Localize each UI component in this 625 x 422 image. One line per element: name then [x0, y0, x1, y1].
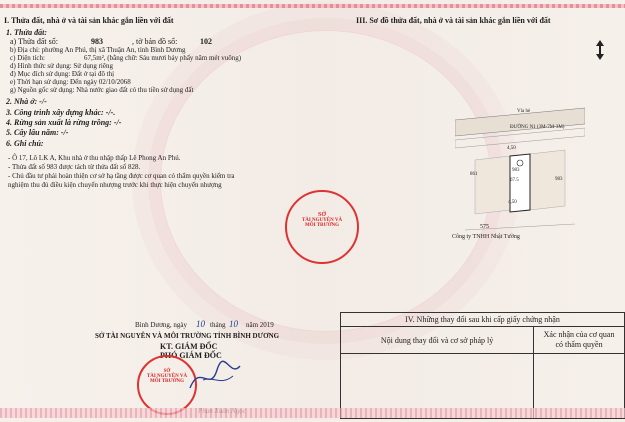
plot-number-value: 983: [91, 37, 103, 46]
official-seal: SỞ TÀI NGUYÊN VÀ MÔI TRƯỜNG: [137, 355, 197, 415]
signature-mark: [185, 358, 245, 398]
top-tag: Vỉa hè: [517, 109, 531, 114]
changes-table: [340, 312, 625, 422]
signer-role-2: PHÓ GIÁM ĐỐC: [160, 351, 222, 360]
item-house: 2. Nhà ở: -/-: [6, 97, 47, 106]
road-label: ĐƯỜNG N1 (3M-7M-3M): [510, 125, 565, 130]
official-seal-right: SỞ TÀI NGUYÊN VÀ MÔI TRƯỜNG: [285, 190, 359, 264]
bottom-border: [0, 408, 625, 418]
lot-area: 67.5: [510, 178, 519, 183]
usage-term: e) Thời hạn sử dụng: Đến ngày 02/10/2068: [10, 78, 131, 86]
signer-role-1: KT. GIÁM ĐỐC: [160, 342, 218, 351]
issue-day: 10: [196, 319, 205, 329]
item-perennial: 5. Cây lâu năm: -/-: [6, 128, 69, 137]
dimension-top: 4,50: [507, 146, 516, 151]
issue-month: 10: [229, 319, 238, 329]
neighbor-right: 983: [555, 177, 563, 182]
map-sheet-label: , tờ bản đồ số:: [132, 37, 178, 46]
column-authority-line-1: Xác nhận của cơ quan: [543, 330, 615, 340]
top-border: [0, 4, 625, 8]
usage-origin: g) Nguồn gốc sử dụng: Nhà nước giao đất có thu tiền sử dụng đất: [10, 86, 194, 94]
note-line-4: nghiệm thu đủ điều kiện chuyển nhượng trước khi thực hiện chuyển nhượng: [8, 181, 222, 189]
scroll-arrows-icon[interactable]: [594, 38, 606, 62]
survey-company: Công ty TNHH Nhật Tường: [452, 234, 520, 240]
section-heading-diagram: III. Sơ đồ thửa đất, nhà ở và tài sản khác gắn liền với đất: [356, 16, 551, 25]
address-line: b) Địa chỉ: phường An Phú, thị xã Thuận An, tỉnh Bình Dương: [10, 46, 186, 54]
item-other-works: 3. Công trình xây dựng khác: -/-.: [6, 108, 116, 117]
column-authority-confirmation: [534, 327, 625, 354]
issue-date-month-label: tháng: [210, 321, 226, 329]
plot-number-label: a) Thửa đất số:: [10, 37, 58, 46]
changes-table-title: IV. Những thay đổi sau khi cấp giấy chứng nhận: [341, 313, 625, 327]
item-forest: 4. Rừng sản xuất là rừng trồng: -/-: [6, 118, 122, 127]
issue-year: năm 2019: [246, 321, 274, 329]
neighbor-left: 861: [470, 172, 478, 177]
section-heading-land: I. Thửa đất, nhà ở và tài sản khác gắn liền với đất: [4, 16, 174, 25]
item-notes: 6. Ghi chú:: [6, 139, 44, 148]
item-land-plot: 1. Thửa đất:: [6, 28, 48, 37]
usage-purpose: đ) Mục đích sử dụng: Đất ở tại đô thị: [10, 70, 115, 78]
issue-date-prefix: Bình Dương, ngày: [135, 321, 188, 329]
column-authority-line-2: có thẩm quyền: [555, 340, 603, 349]
area-label: c) Diện tích:: [10, 54, 45, 62]
column-change-content: Nội dung thay đổi và cơ sở pháp lý: [341, 327, 534, 354]
usage-form: d) Hình thức sử dụng: Sử dụng riêng: [10, 62, 113, 70]
dimension-bottom: 4,50: [508, 200, 517, 205]
map-sheet-value: 102: [200, 37, 212, 46]
bottom-number: 575: [480, 224, 489, 230]
note-line-3: - Chủ đầu tư phải hoàn thiện cơ sở hạ tầng được cơ quan có thẩm quyền kiểm tra: [8, 172, 235, 180]
issuing-authority: SỞ TÀI NGUYÊN VÀ MÔI TRƯỜNG TỈNH BÌNH DƯƠNG: [95, 332, 280, 340]
lot-number: 983: [512, 168, 520, 173]
note-line-1: - Ô 17, Lô LK A, Khu nhà ở thu nhập thấp Lê Phong An Phú.: [8, 154, 181, 162]
area-value: 67,5m², (bằng chữ: Sáu mươi bảy phẩy năm mét vuông): [84, 54, 242, 62]
note-line-2: - Thửa đất số 983 được tách từ thửa đất số 828.: [8, 163, 141, 171]
